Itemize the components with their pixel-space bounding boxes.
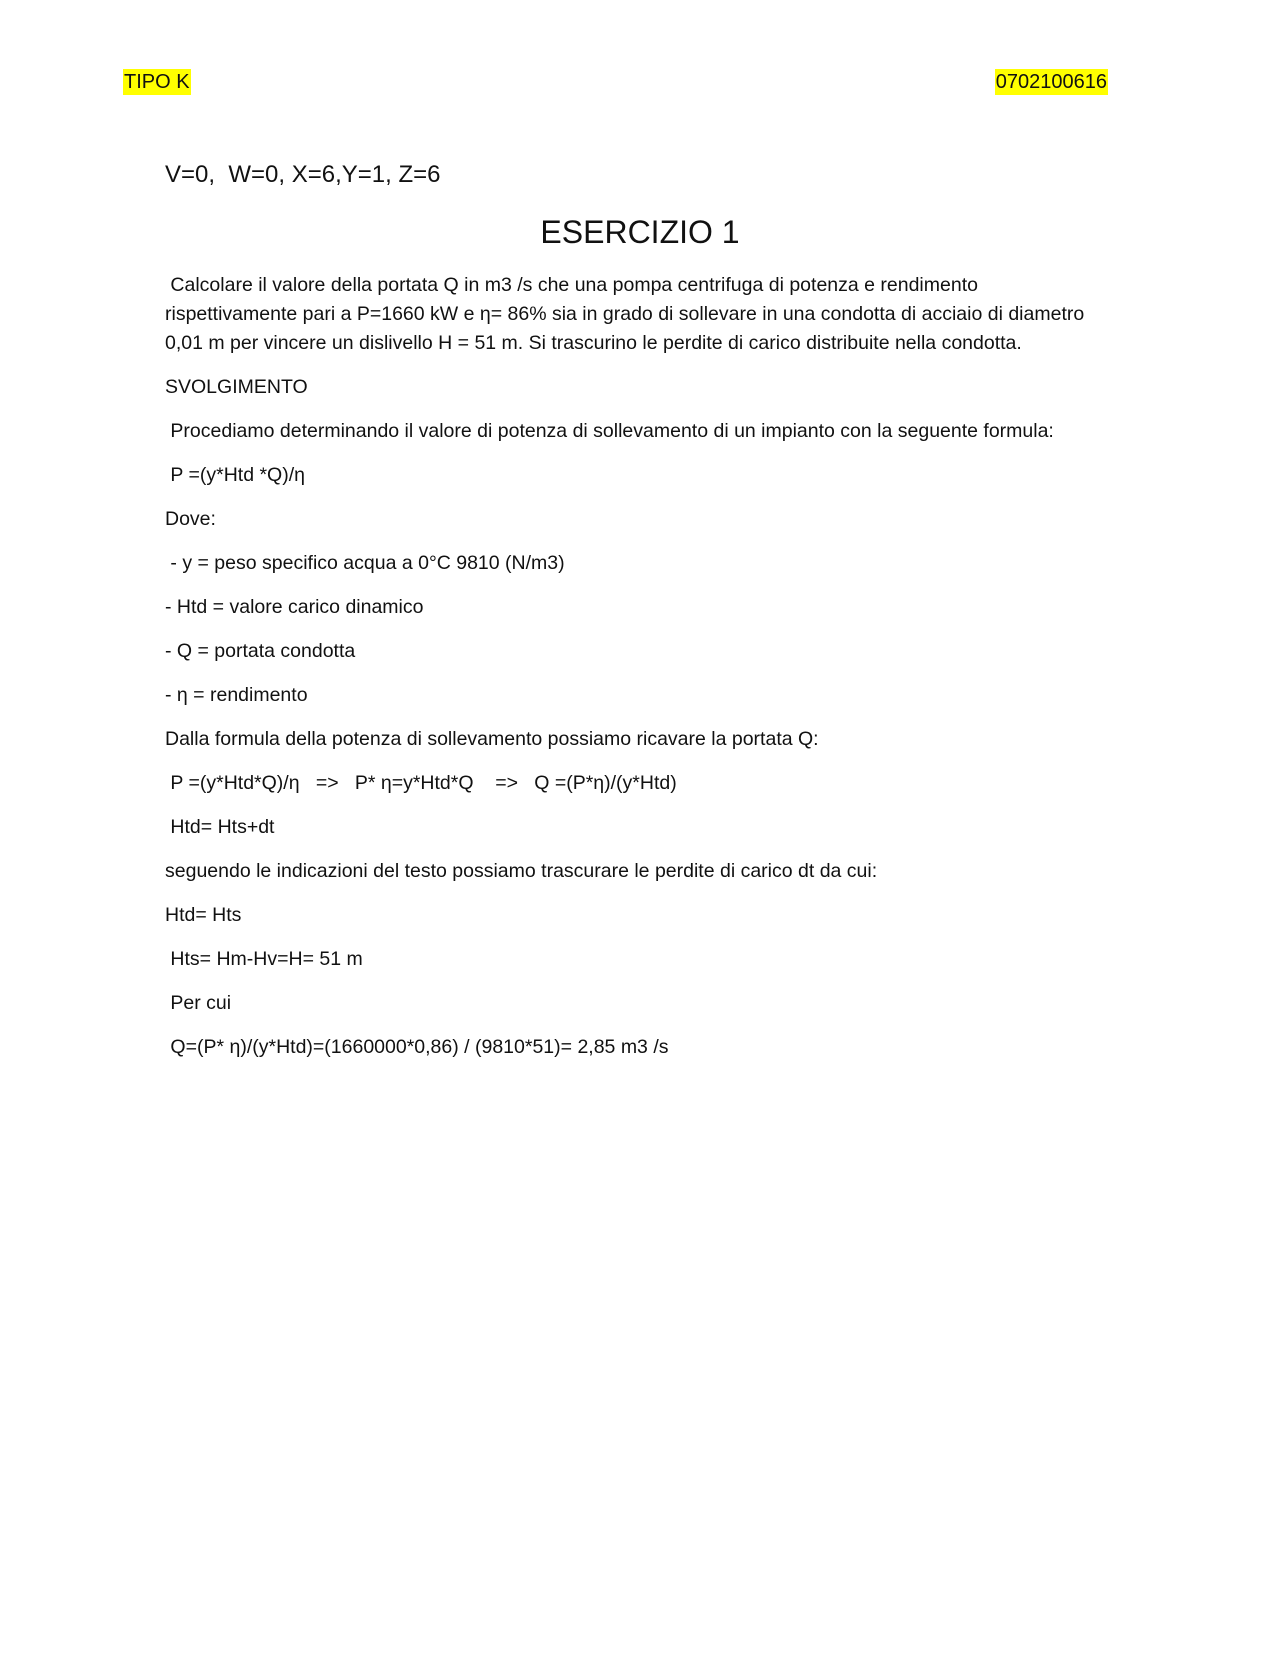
tipo-label: TIPO K (124, 71, 190, 93)
definition-q: - Q = portata condotta (165, 640, 356, 662)
statement-line: 0,01 m per vincere un dislivello H = 51 m. Si trascurino le perdite di carico distribuite nella condotta. (165, 332, 1022, 354)
derivation-formula: P =(y*Htd*Q)/η => P* η=y*Htd*Q => Q =(P*η)/(y*Htd) (165, 772, 677, 794)
definition-y: - y = peso specifico acqua a 0°C 9810 (N/m3) (165, 552, 565, 574)
statement-line: Calcolare il valore della portata Q in m3 /s che una pompa centrifuga di potenza e rendimento (165, 274, 978, 296)
solution-intro: Procediamo determinando il valore di potenza di sollevamento di un impianto con la seguente formula: (165, 420, 1054, 442)
definition-eta: - η = rendimento (165, 684, 308, 706)
htd-equation: Htd= Hts (165, 904, 242, 926)
parameters-line: V=0, W=0, X=6,Y=1, Z=6 (165, 161, 441, 188)
exercise-title: ESERCIZIO 1 (540, 214, 740, 250)
derivation-intro: Dalla formula della potenza di sollevamento possiamo ricavare la portata Q: (165, 728, 819, 750)
result-formula: Q=(P* η)/(y*Htd)=(1660000*0,86) / (9810*51)= 2,85 m3 /s (165, 1036, 669, 1058)
htd-sum: Htd= Hts+dt (165, 816, 275, 838)
neglect-losses-text: seguendo le indicazioni del testo possiamo trascurare le perdite di carico dt da cui: (165, 860, 878, 882)
hts-equation: Hts= Hm-Hv=H= 51 m (165, 948, 363, 970)
per-cui-text: Per cui (165, 992, 232, 1014)
power-formula: P =(y*Htd *Q)/η (165, 464, 305, 486)
student-code: 0702100616 (995, 71, 1107, 93)
statement-line: rispettivamente pari a P=1660 kW e η= 86% sia in grado di sollevare in una condotta di acciaio di diametro (165, 303, 1085, 325)
definition-htd: - Htd = valore carico dinamico (165, 596, 424, 618)
dove-label: Dove: (165, 508, 216, 530)
exercise-statement (165, 271, 1105, 358)
solution-heading: SVOLGIMENTO (165, 376, 308, 398)
